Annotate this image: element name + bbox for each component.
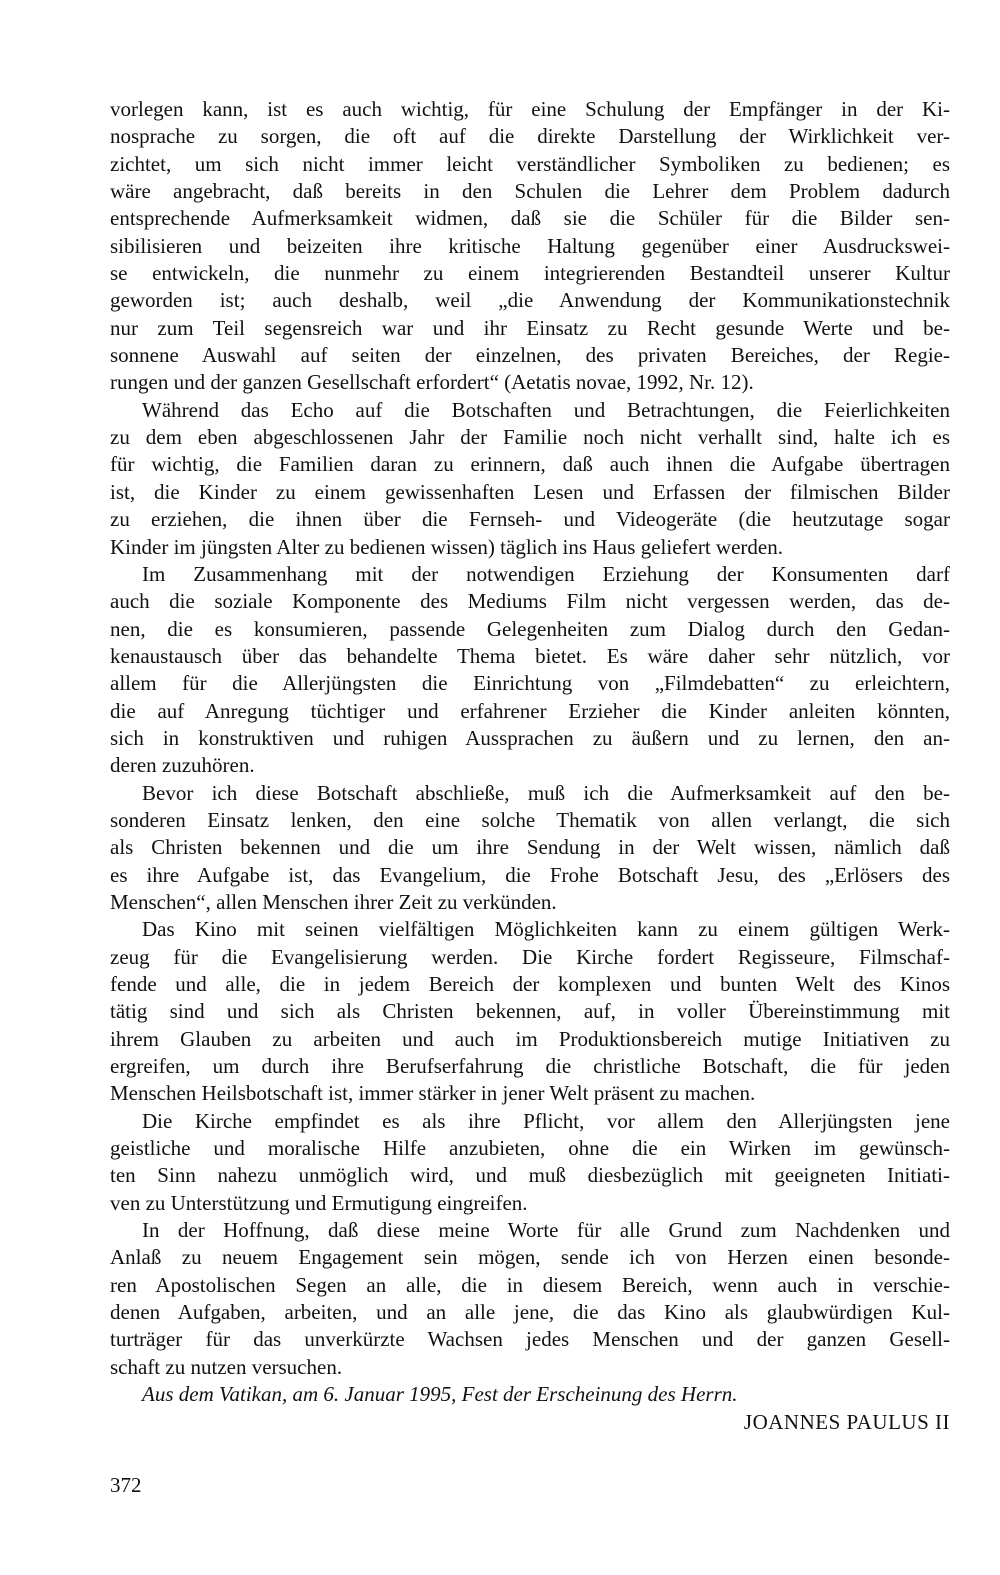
text-line: zeug für die Evangelisierung werden. Die Kirche fordert Regisseure, Filmschaf- (110, 944, 950, 969)
text-line: allem für die Allerjüngsten die Einrichtung von „Filmdebatten“ zu erleichtern, (110, 671, 950, 696)
text-line: kenaustausch über das behandelte Thema bietet. Es wäre daher sehr nützlich, vor (110, 643, 950, 668)
text-line: nur zum Teil segensreich war und ihr Einsatz zu Recht gesunde Werte und be- (110, 315, 950, 340)
text-line: ren Apostolischen Segen an alle, die in diesem Bereich, wenn auch in verschie- (110, 1272, 950, 1297)
text-line: se entwickeln, die nunmehr zu einem integrierenden Bestandteil unserer Kultur (110, 261, 950, 286)
text-line: ten Sinn nahezu unmöglich wird, und muß diesbezüglich mit geeigneten Initiati- (110, 1163, 950, 1188)
text-line: Die Kirche empfindet es als ihre Pflicht, vor allem den Allerjüngsten jene (142, 1108, 950, 1133)
text-line: vorlegen kann, ist es auch wichtig, für eine Schulung der Empfänger in der Ki- (110, 97, 950, 121)
text-line: auch die soziale Komponente des Mediums Film nicht vergessen werden, das de- (110, 589, 950, 614)
text-line: zu erziehen, die ihnen über die Fernseh- und Videogeräte (die heutzutage sogar (110, 507, 950, 532)
document-body (110, 96, 950, 1409)
text-line: tätig sind und sich als Christen bekennen, auf, in voller Übereinstimmung mit (110, 999, 950, 1024)
text-line: sonnene Auswahl auf seiten der einzelnen, des privaten Bereiches, der Regie- (110, 343, 950, 368)
text-line: für wichtig, die Familien daran zu erinnern, daß auch ihnen die Aufgabe übertragen (110, 452, 950, 477)
text-line: sich in konstruktiven und ruhigen Aussprachen zu äußern und zu lernen, den an- (110, 725, 950, 750)
text-line: Menschen“, allen Menschen ihrer Zeit zu verkünden. (110, 889, 557, 914)
closing-line: Aus dem Vatikan, am 6. Januar 1995, Fest der Erscheinung des Herrn. (142, 1382, 738, 1407)
text-line: als Christen bekennen und die um ihre Sendung in der Welt wissen, nämlich daß (110, 835, 950, 860)
text-line: ihrem Glauben zu arbeiten und auch im Produktionsbereich mutige Initiativen zu (110, 1026, 950, 1051)
text-line: Bevor ich diese Botschaft abschließe, muß ich die Aufmerksamkeit auf den be- (142, 780, 950, 805)
text-line: geworden ist; auch deshalb, weil „die Anwendung der Kommunikationstechnik (110, 288, 950, 313)
text-line: wäre angebracht, daß bereits in den Schulen die Lehrer dem Problem dadurch (110, 179, 950, 204)
text-line: schaft zu nutzen versuchen. (110, 1354, 343, 1379)
text-line: zichtet, um sich nicht immer leicht verständlicher Symboliken zu bedienen; es (110, 151, 950, 176)
text-line: Während das Echo auf die Botschaften und Betrachtungen, die Feierlichkeiten (142, 397, 950, 422)
text-line: sonderen Einsatz lenken, den eine solche Thematik von allen verlangt, die sich (110, 807, 950, 832)
text-line: ven zu Unterstützung und Ermutigung eingreifen. (110, 1190, 528, 1215)
text-line: ergreifen, um durch ihre Berufserfahrung die christliche Botschaft, die für jeden (110, 1054, 950, 1079)
text-line: zu dem eben abgeschlossenen Jahr der Familie noch nicht verhallt sind, halte ich es (110, 425, 950, 450)
text-line: Im Zusammenhang mit der notwendigen Erziehung der Konsumenten darf (142, 561, 950, 586)
text-line: die auf Anregung tüchtiger und erfahrener Erzieher die Kinder anleiten könnten, (110, 698, 950, 723)
text-line: Das Kino mit seinen vielfältigen Möglichkeiten kann zu einem gültigen Werk- (142, 917, 950, 942)
text-line: geistliche und moralische Hilfe anzubieten, ohne die ein Wirken im gewünsch- (110, 1136, 950, 1161)
text-line: In der Hoffnung, daß diese meine Worte für alle Grund zum Nachdenken und (142, 1218, 950, 1243)
text-line: Kinder im jüngsten Alter zu bedienen wissen) täglich ins Haus geliefert werden. (110, 534, 783, 559)
text-line: denen Aufgaben, arbeiten, und an alle jene, die das Kino als glaubwürdigen Kul- (110, 1300, 950, 1325)
signature: JOANNES PAULUS II (743, 1410, 950, 1434)
text-line: turträger für das unverkürzte Wachsen jedes Menschen und der ganzen Gesell- (110, 1327, 950, 1352)
text-line: es ihre Aufgabe ist, das Evangelium, die Frohe Botschaft Jesu, des „Erlösers des (110, 862, 950, 887)
text-line: ist, die Kinder zu einem gewissenhaften Lesen und Erfassen der filmischen Bilder (110, 479, 950, 504)
text-line: Anlaß zu neuem Engagement sein mögen, sende ich von Herzen einen besonde- (110, 1245, 950, 1270)
text-line: nosprache zu sorgen, die oft auf die direkte Darstellung der Wirklichkeit ver- (110, 124, 950, 149)
page-number: 372 (110, 1473, 142, 1497)
text-line: deren zuzuhören. (110, 753, 255, 778)
text-line: nen, die es konsumieren, passende Gelegenheiten zum Dialog durch den Gedan- (110, 616, 950, 641)
text-line: Menschen Heilsbotschaft ist, immer stärker in jener Welt präsent zu machen. (110, 1081, 756, 1106)
text-line: sibilisieren und beizeiten ihre kritische Haltung gegenüber einer Ausdruckswei- (110, 233, 950, 258)
text-line: fende und alle, die in jedem Bereich der komplexen und bunten Welt des Kinos (110, 972, 950, 996)
text-line: entsprechende Aufmerksamkeit widmen, daß sie die Schüler für die Bilder sen- (110, 206, 950, 231)
text-line: rungen und der ganzen Gesellschaft erfordert“ (Aetatis novae, 1992, Nr. 12). (110, 370, 754, 395)
